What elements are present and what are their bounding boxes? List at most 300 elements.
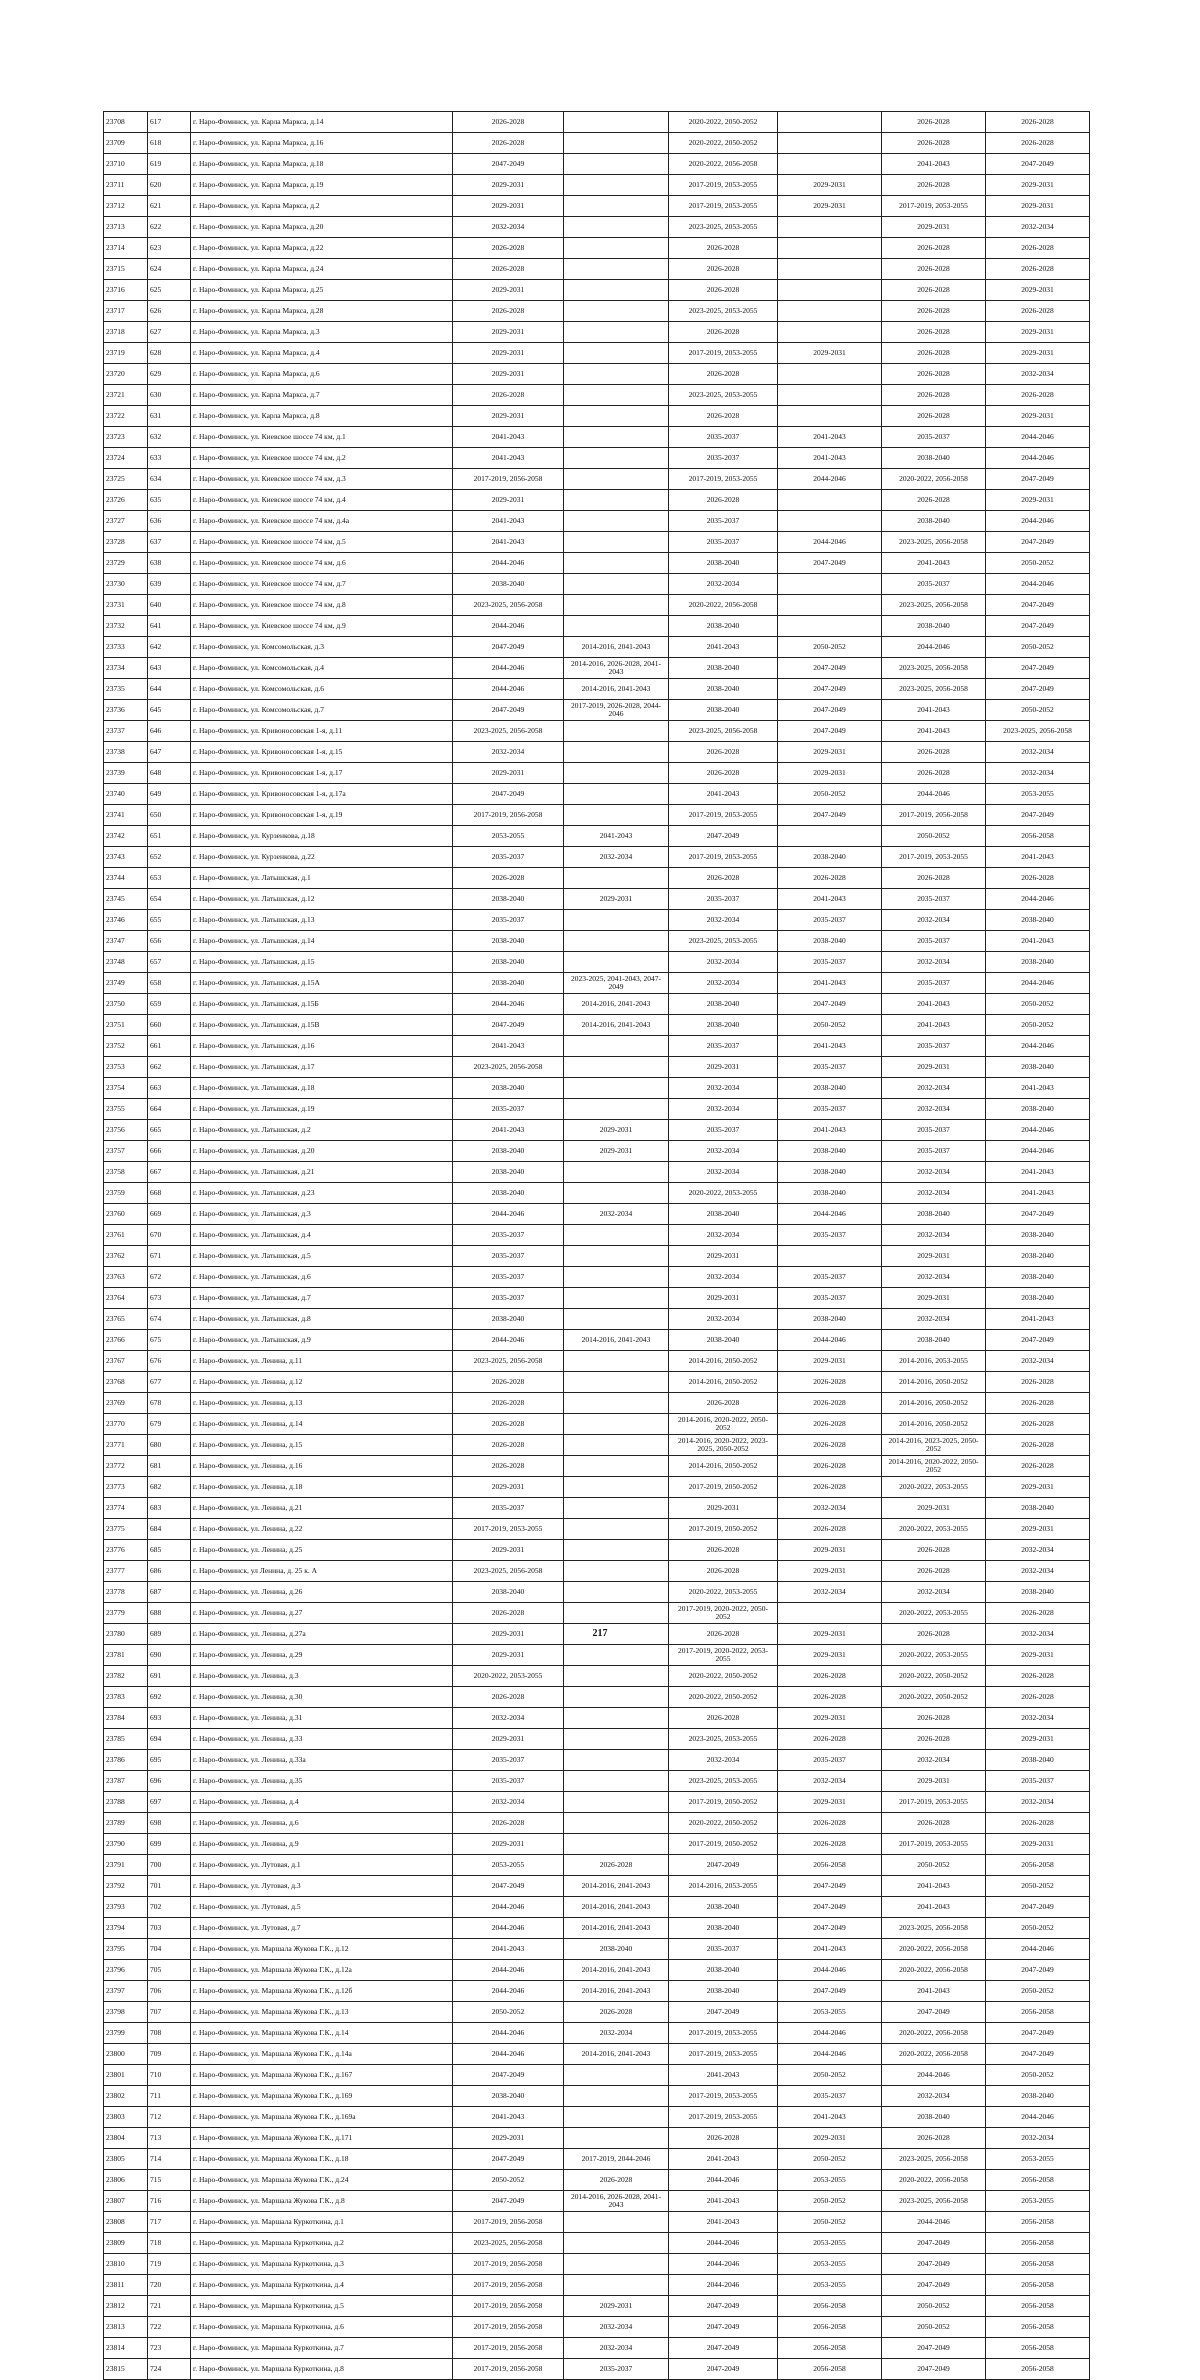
period-1-cell: 2041-2043 <box>453 448 564 469</box>
address-cell: г. Наро-Фоминск, ул. Ленина, д.3 <box>191 1666 453 1687</box>
table-row <box>104 847 1090 868</box>
address-cell: г. Наро-Фоминск, ул. Комсомольская, д.4 <box>191 658 453 679</box>
period-4-cell <box>778 385 882 406</box>
row-number-cell: 659 <box>148 994 191 1015</box>
address-cell: г. Наро-Фоминск, ул. Карла Маркса, д.22 <box>191 238 453 259</box>
row-number-cell: 712 <box>148 2107 191 2128</box>
period-2-cell: 2032-2034 <box>564 2338 669 2359</box>
row-id-cell: 23800 <box>104 2044 148 2065</box>
table-row <box>104 1435 1090 1456</box>
address-cell: г. Наро-Фоминск, ул. Лутовая, д.7 <box>191 1918 453 1939</box>
period-2-cell <box>564 217 669 238</box>
period-1-cell: 2029-2031 <box>453 364 564 385</box>
row-number-cell: 722 <box>148 2317 191 2338</box>
period-5-cell: 2032-2034 <box>882 1582 986 1603</box>
period-1-cell: 2032-2034 <box>453 1792 564 1813</box>
period-4-cell: 2029-2031 <box>778 1645 882 1666</box>
period-2-cell <box>564 805 669 826</box>
period-5-cell: 2050-2052 <box>882 1855 986 1876</box>
table-row <box>104 1309 1090 1330</box>
row-id-cell: 23716 <box>104 280 148 301</box>
period-2-cell <box>564 133 669 154</box>
period-4-cell: 2029-2031 <box>778 1540 882 1561</box>
address-cell: г. Наро-Фоминск, ул. Латышская, д.15А <box>191 973 453 994</box>
period-1-cell: 2044-2046 <box>453 553 564 574</box>
period-6-cell: 2026-2028 <box>986 385 1090 406</box>
period-4-cell: 2044-2046 <box>778 532 882 553</box>
period-3-cell: 2020-2022, 2053-2055 <box>669 1582 778 1603</box>
period-3-cell: 2032-2034 <box>669 910 778 931</box>
period-5-cell: 2041-2043 <box>882 1015 986 1036</box>
row-number-cell: 631 <box>148 406 191 427</box>
row-number-cell: 630 <box>148 385 191 406</box>
period-2-cell: 2029-2031 <box>564 889 669 910</box>
period-2-cell <box>564 406 669 427</box>
row-id-cell: 23760 <box>104 1204 148 1225</box>
period-1-cell: 2017-2019, 2056-2058 <box>453 2317 564 2338</box>
address-cell: г. Наро-Фоминск, ул. Маршала Куркоткина, д.5 <box>191 2296 453 2317</box>
address-cell: г. Наро-Фоминск, ул. Латышская, д.8 <box>191 1309 453 1330</box>
period-5-cell: 2032-2034 <box>882 1183 986 1204</box>
period-5-cell: 2020-2022, 2056-2058 <box>882 2044 986 2065</box>
period-1-cell: 2026-2028 <box>453 1435 564 1456</box>
period-6-cell: 2047-2049 <box>986 1204 1090 1225</box>
period-3-cell: 2017-2019, 2053-2055 <box>669 2107 778 2128</box>
period-2-cell <box>564 1834 669 1855</box>
address-cell: г. Наро-Фоминск, ул. Карла Маркса, д.16 <box>191 133 453 154</box>
period-5-cell: 2035-2037 <box>882 973 986 994</box>
row-id-cell: 23809 <box>104 2233 148 2254</box>
table-row <box>104 1393 1090 1414</box>
period-6-cell: 2032-2034 <box>986 1540 1090 1561</box>
period-2-cell <box>564 343 669 364</box>
period-5-cell: 2032-2034 <box>882 1099 986 1120</box>
row-number-cell: 697 <box>148 1792 191 1813</box>
period-3-cell: 2023-2025, 2053-2055 <box>669 931 778 952</box>
period-1-cell: 2026-2028 <box>453 1393 564 1414</box>
period-1-cell: 2026-2028 <box>453 238 564 259</box>
address-cell: г. Наро-Фоминск, ул. Латышская, д.20 <box>191 1141 453 1162</box>
address-cell: г. Наро-Фоминск, ул. Ленина, д.33а <box>191 1750 453 1771</box>
period-5-cell: 2020-2022, 2050-2052 <box>882 1666 986 1687</box>
period-6-cell: 2047-2049 <box>986 1897 1090 1918</box>
period-2-cell <box>564 2065 669 2086</box>
period-2-cell <box>564 2275 669 2296</box>
period-2-cell <box>564 2233 669 2254</box>
period-3-cell: 2041-2043 <box>669 2149 778 2170</box>
table-row <box>104 511 1090 532</box>
row-number-cell: 678 <box>148 1393 191 1414</box>
period-2-cell <box>564 1498 669 1519</box>
table-row <box>104 133 1090 154</box>
period-6-cell: 2038-2040 <box>986 1750 1090 1771</box>
address-cell: г. Наро-Фоминск, ул. Ленина, д.35 <box>191 1771 453 1792</box>
period-6-cell: 2038-2040 <box>986 1057 1090 1078</box>
period-1-cell: 2020-2022, 2053-2055 <box>453 1666 564 1687</box>
period-3-cell: 2035-2037 <box>669 889 778 910</box>
address-cell: г. Наро-Фоминск, ул. Киевское шоссе 74 км, д.1 <box>191 427 453 448</box>
address-cell: г. Наро-Фоминск, ул. Ленина, д.31 <box>191 1708 453 1729</box>
row-id-cell: 23763 <box>104 1267 148 1288</box>
address-cell: г. Наро-Фоминск, ул. Комсомольская, д.3 <box>191 637 453 658</box>
table-row <box>104 973 1090 994</box>
period-4-cell: 2026-2028 <box>778 1813 882 1834</box>
period-6-cell: 2029-2031 <box>986 343 1090 364</box>
period-6-cell: 2026-2028 <box>986 1687 1090 1708</box>
period-1-cell: 2047-2049 <box>453 2191 564 2212</box>
period-6-cell: 2047-2049 <box>986 532 1090 553</box>
period-5-cell: 2038-2040 <box>882 511 986 532</box>
address-cell: г. Наро-Фоминск, ул. Кривоносовская 1-я, д.11 <box>191 721 453 742</box>
period-3-cell: 2041-2043 <box>669 2212 778 2233</box>
period-2-cell <box>564 112 669 133</box>
table-row <box>104 2107 1090 2128</box>
period-6-cell: 2047-2049 <box>986 805 1090 826</box>
period-5-cell: 2020-2022, 2056-2058 <box>882 469 986 490</box>
row-id-cell: 23804 <box>104 2128 148 2149</box>
row-id-cell: 23766 <box>104 1330 148 1351</box>
address-cell: г. Наро-Фоминск, ул. Маршала Жукова Г.К., д.12а <box>191 1960 453 1981</box>
address-cell: г. Наро-Фоминск, ул. Ленина, д.14 <box>191 1414 453 1435</box>
row-id-cell: 23788 <box>104 1792 148 1813</box>
period-6-cell: 2047-2049 <box>986 2044 1090 2065</box>
period-5-cell: 2026-2028 <box>882 742 986 763</box>
period-2-cell <box>564 1162 669 1183</box>
period-1-cell: 2044-2046 <box>453 1981 564 2002</box>
period-2-cell <box>564 2086 669 2107</box>
period-6-cell: 2050-2052 <box>986 1876 1090 1897</box>
row-id-cell: 23775 <box>104 1519 148 1540</box>
period-6-cell: 2056-2058 <box>986 2275 1090 2296</box>
period-2-cell <box>564 1750 669 1771</box>
period-4-cell: 2029-2031 <box>778 1708 882 1729</box>
period-2-cell: 2014-2016, 2026-2028, 2041-2043 <box>564 658 669 679</box>
period-3-cell: 2014-2016, 2020-2022, 2050-2052 <box>669 1414 778 1435</box>
period-3-cell: 2047-2049 <box>669 826 778 847</box>
period-3-cell: 2035-2037 <box>669 427 778 448</box>
period-3-cell: 2032-2034 <box>669 1141 778 1162</box>
address-cell: г. Наро-Фоминск, ул. Карла Маркса, д.6 <box>191 364 453 385</box>
period-1-cell: 2053-2055 <box>453 1855 564 1876</box>
period-5-cell: 2026-2028 <box>882 2128 986 2149</box>
period-2-cell <box>564 385 669 406</box>
row-id-cell: 23770 <box>104 1414 148 1435</box>
period-5-cell: 2032-2034 <box>882 1309 986 1330</box>
period-3-cell: 2032-2034 <box>669 1267 778 1288</box>
period-1-cell: 2023-2025, 2056-2058 <box>453 595 564 616</box>
address-cell: г. Наро-Фоминск, ул. Ленина, д.15 <box>191 1435 453 1456</box>
period-2-cell <box>564 2254 669 2275</box>
period-1-cell: 2017-2019, 2056-2058 <box>453 2296 564 2317</box>
period-6-cell: 2029-2031 <box>986 175 1090 196</box>
period-3-cell: 2026-2028 <box>669 763 778 784</box>
period-2-cell <box>564 1687 669 1708</box>
period-1-cell: 2044-2046 <box>453 679 564 700</box>
period-3-cell: 2026-2028 <box>669 2128 778 2149</box>
table-row <box>104 994 1090 1015</box>
address-cell: г. Наро-Фоминск, ул. Карла Маркса, д.24 <box>191 259 453 280</box>
table-row <box>104 1876 1090 1897</box>
period-6-cell: 2056-2058 <box>986 2170 1090 2191</box>
period-6-cell: 2032-2034 <box>986 364 1090 385</box>
period-1-cell: 2047-2049 <box>453 784 564 805</box>
address-cell: г. Наро-Фоминск, ул. Маршала Жукова Г.К., д.171 <box>191 2128 453 2149</box>
row-number-cell: 687 <box>148 1582 191 1603</box>
period-1-cell: 2023-2025, 2056-2058 <box>453 1351 564 1372</box>
period-1-cell: 2053-2055 <box>453 826 564 847</box>
period-2-cell <box>564 490 669 511</box>
address-cell: г. Наро-Фоминск, ул. Карла Маркса, д.8 <box>191 406 453 427</box>
period-6-cell: 2044-2046 <box>986 1036 1090 1057</box>
period-6-cell: 2044-2046 <box>986 2107 1090 2128</box>
address-cell: г. Наро-Фоминск, ул. Курзенкова, д.22 <box>191 847 453 868</box>
period-5-cell: 2026-2028 <box>882 133 986 154</box>
period-2-cell <box>564 1099 669 1120</box>
period-5-cell: 2035-2037 <box>882 931 986 952</box>
period-1-cell: 2038-2040 <box>453 574 564 595</box>
period-4-cell: 2026-2028 <box>778 1456 882 1477</box>
table-row <box>104 784 1090 805</box>
row-id-cell: 23732 <box>104 616 148 637</box>
period-3-cell: 2023-2025, 2053-2055 <box>669 385 778 406</box>
period-4-cell: 2038-2040 <box>778 931 882 952</box>
table-row <box>104 1918 1090 1939</box>
period-6-cell: 2026-2028 <box>986 1435 1090 1456</box>
period-5-cell: 2035-2037 <box>882 427 986 448</box>
period-3-cell: 2023-2025, 2056-2058 <box>669 721 778 742</box>
row-number-cell: 661 <box>148 1036 191 1057</box>
address-cell: г. Наро-Фоминск, ул. Латышская, д.7 <box>191 1288 453 1309</box>
address-cell: г. Наро-Фоминск, ул. Ленина, д.6 <box>191 1813 453 1834</box>
period-4-cell: 2032-2034 <box>778 1582 882 1603</box>
table-row <box>104 1813 1090 1834</box>
address-cell: г. Наро-Фоминск, ул. Маршала Жукова Г.К., д.13 <box>191 2002 453 2023</box>
period-5-cell: 2050-2052 <box>882 826 986 847</box>
row-id-cell: 23738 <box>104 742 148 763</box>
period-5-cell: 2020-2022, 2056-2058 <box>882 1960 986 1981</box>
period-1-cell: 2044-2046 <box>453 2023 564 2044</box>
period-4-cell: 2026-2028 <box>778 1372 882 1393</box>
period-4-cell: 2041-2043 <box>778 448 882 469</box>
row-number-cell: 639 <box>148 574 191 595</box>
address-cell: г. Наро-Фоминск, ул. Киевское шоссе 74 км, д.6 <box>191 553 453 574</box>
period-6-cell: 2041-2043 <box>986 1078 1090 1099</box>
period-3-cell: 2014-2016, 2050-2052 <box>669 1456 778 1477</box>
period-2-cell <box>564 196 669 217</box>
period-2-cell: 2014-2016, 2041-2043 <box>564 637 669 658</box>
row-id-cell: 23795 <box>104 1939 148 1960</box>
period-6-cell: 2047-2049 <box>986 2023 1090 2044</box>
row-number-cell: 666 <box>148 1141 191 1162</box>
period-4-cell: 2047-2049 <box>778 1897 882 1918</box>
period-3-cell: 2038-2040 <box>669 616 778 637</box>
period-4-cell: 2041-2043 <box>778 889 882 910</box>
row-id-cell: 23803 <box>104 2107 148 2128</box>
row-number-cell: 713 <box>148 2128 191 2149</box>
row-id-cell: 23726 <box>104 490 148 511</box>
row-number-cell: 675 <box>148 1330 191 1351</box>
table-row <box>104 217 1090 238</box>
period-2-cell <box>564 301 669 322</box>
row-number-cell: 643 <box>148 658 191 679</box>
table-row <box>104 2128 1090 2149</box>
row-id-cell: 23784 <box>104 1708 148 1729</box>
period-1-cell: 2041-2043 <box>453 1939 564 1960</box>
period-5-cell: 2047-2049 <box>882 2233 986 2254</box>
period-6-cell: 2029-2031 <box>986 1477 1090 1498</box>
period-4-cell: 2038-2040 <box>778 1162 882 1183</box>
period-3-cell: 2038-2040 <box>669 1960 778 1981</box>
period-6-cell: 2029-2031 <box>986 1834 1090 1855</box>
period-1-cell: 2038-2040 <box>453 1162 564 1183</box>
row-number-cell: 629 <box>148 364 191 385</box>
period-3-cell: 2017-2019, 2050-2052 <box>669 1477 778 1498</box>
period-6-cell: 2044-2046 <box>986 973 1090 994</box>
period-2-cell <box>564 1351 669 1372</box>
row-number-cell: 704 <box>148 1939 191 1960</box>
period-3-cell: 2038-2040 <box>669 1897 778 1918</box>
row-number-cell: 642 <box>148 637 191 658</box>
period-3-cell: 2035-2037 <box>669 532 778 553</box>
period-2-cell: 2014-2016, 2041-2043 <box>564 1876 669 1897</box>
period-6-cell: 2032-2034 <box>986 2128 1090 2149</box>
period-1-cell: 2029-2031 <box>453 1477 564 1498</box>
period-5-cell: 2029-2031 <box>882 1771 986 1792</box>
table-row <box>104 595 1090 616</box>
row-id-cell: 23723 <box>104 427 148 448</box>
table-row <box>104 2023 1090 2044</box>
row-id-cell: 23743 <box>104 847 148 868</box>
period-5-cell: 2023-2025, 2056-2058 <box>882 2149 986 2170</box>
period-4-cell: 2035-2037 <box>778 1267 882 1288</box>
table-row <box>104 805 1090 826</box>
period-6-cell: 2038-2040 <box>986 1099 1090 1120</box>
row-id-cell: 23729 <box>104 553 148 574</box>
period-5-cell: 2023-2025, 2056-2058 <box>882 532 986 553</box>
period-2-cell <box>564 2128 669 2149</box>
period-3-cell: 2038-2040 <box>669 1330 778 1351</box>
address-cell: г. Наро-Фоминск, ул. Латышская, д.14 <box>191 931 453 952</box>
period-6-cell: 2038-2040 <box>986 910 1090 931</box>
table-row <box>104 2065 1090 2086</box>
period-1-cell: 2047-2049 <box>453 2065 564 2086</box>
period-2-cell: 2014-2016, 2041-2043 <box>564 1960 669 1981</box>
table-row <box>104 1204 1090 1225</box>
table-row <box>104 259 1090 280</box>
row-id-cell: 23779 <box>104 1603 148 1624</box>
table-row <box>104 1792 1090 1813</box>
period-3-cell: 2026-2028 <box>669 259 778 280</box>
period-3-cell: 2020-2022, 2056-2058 <box>669 595 778 616</box>
address-cell: г. Наро-Фоминск, ул. Ленина, д.16 <box>191 1456 453 1477</box>
period-6-cell: 2044-2046 <box>986 1939 1090 1960</box>
address-cell: г. Наро-Фоминск, ул. Латышская, д.15Б <box>191 994 453 1015</box>
table-row <box>104 553 1090 574</box>
row-number-cell: 627 <box>148 322 191 343</box>
address-cell: г. Наро-Фоминск, ул. Ленина, д.4 <box>191 1792 453 1813</box>
period-6-cell: 2026-2028 <box>986 1603 1090 1624</box>
period-4-cell: 2047-2049 <box>778 1981 882 2002</box>
row-number-cell: 664 <box>148 1099 191 1120</box>
row-number-cell: 694 <box>148 1729 191 1750</box>
address-cell: г. Наро-Фоминск, ул. Латышская, д.2 <box>191 1120 453 1141</box>
table-row <box>104 889 1090 910</box>
table-row <box>104 721 1090 742</box>
period-2-cell <box>564 2212 669 2233</box>
period-4-cell: 2050-2052 <box>778 784 882 805</box>
row-id-cell: 23758 <box>104 1162 148 1183</box>
address-cell: г. Наро-Фоминск, ул. Комсомольская, д.7 <box>191 700 453 721</box>
row-id-cell: 23713 <box>104 217 148 238</box>
table-row <box>104 1141 1090 1162</box>
row-number-cell: 663 <box>148 1078 191 1099</box>
address-cell: г. Наро-Фоминск, ул. Кривоносовская 1-я, д.15 <box>191 742 453 763</box>
period-1-cell: 2029-2031 <box>453 196 564 217</box>
row-number-cell: 682 <box>148 1477 191 1498</box>
period-2-cell <box>564 616 669 637</box>
period-3-cell: 2017-2019, 2053-2055 <box>669 343 778 364</box>
period-6-cell: 2026-2028 <box>986 1666 1090 1687</box>
row-id-cell: 23772 <box>104 1456 148 1477</box>
address-cell: г. Наро-Фоминск, ул. Ленина, д.13 <box>191 1393 453 1414</box>
row-id-cell: 23771 <box>104 1435 148 1456</box>
period-6-cell: 2044-2046 <box>986 511 1090 532</box>
row-number-cell: 617 <box>148 112 191 133</box>
address-cell: г. Наро-Фоминск, ул. Маршала Куркоткина, д.3 <box>191 2254 453 2275</box>
period-6-cell: 2050-2052 <box>986 700 1090 721</box>
period-4-cell <box>778 133 882 154</box>
address-cell: г. Наро-Фоминск, ул. Карла Маркса, д.18 <box>191 154 453 175</box>
table-row <box>104 1057 1090 1078</box>
row-number-cell: 721 <box>148 2296 191 2317</box>
period-2-cell <box>564 742 669 763</box>
period-2-cell <box>564 1519 669 1540</box>
period-1-cell: 2026-2028 <box>453 1603 564 1624</box>
period-6-cell: 2056-2058 <box>986 2233 1090 2254</box>
period-4-cell: 2047-2049 <box>778 1918 882 1939</box>
period-3-cell: 2032-2034 <box>669 973 778 994</box>
table-row <box>104 175 1090 196</box>
period-1-cell: 2041-2043 <box>453 1036 564 1057</box>
table-row <box>104 2149 1090 2170</box>
address-cell: г. Наро-Фоминск, ул. Латышская, д.15В <box>191 1015 453 1036</box>
period-1-cell: 2035-2037 <box>453 1225 564 1246</box>
period-6-cell: 2026-2028 <box>986 301 1090 322</box>
period-6-cell: 2056-2058 <box>986 2359 1090 2380</box>
period-6-cell: 2050-2052 <box>986 553 1090 574</box>
period-2-cell <box>564 1036 669 1057</box>
table-row <box>104 2254 1090 2275</box>
table-row <box>104 427 1090 448</box>
row-id-cell: 23757 <box>104 1141 148 1162</box>
period-4-cell: 2035-2037 <box>778 1750 882 1771</box>
period-2-cell <box>564 1477 669 1498</box>
row-id-cell: 23754 <box>104 1078 148 1099</box>
period-4-cell: 2035-2037 <box>778 1057 882 1078</box>
row-id-cell: 23724 <box>104 448 148 469</box>
table-row <box>104 1519 1090 1540</box>
period-5-cell: 2032-2034 <box>882 1750 986 1771</box>
address-cell: г. Наро-Фоминск, ул. Киевское шоссе 74 км, д.8 <box>191 595 453 616</box>
period-3-cell: 2026-2028 <box>669 490 778 511</box>
row-id-cell: 23741 <box>104 805 148 826</box>
row-number-cell: 706 <box>148 1981 191 2002</box>
table-row <box>104 385 1090 406</box>
table-row <box>104 868 1090 889</box>
period-5-cell: 2041-2043 <box>882 1897 986 1918</box>
row-number-cell: 708 <box>148 2023 191 2044</box>
row-id-cell: 23728 <box>104 532 148 553</box>
